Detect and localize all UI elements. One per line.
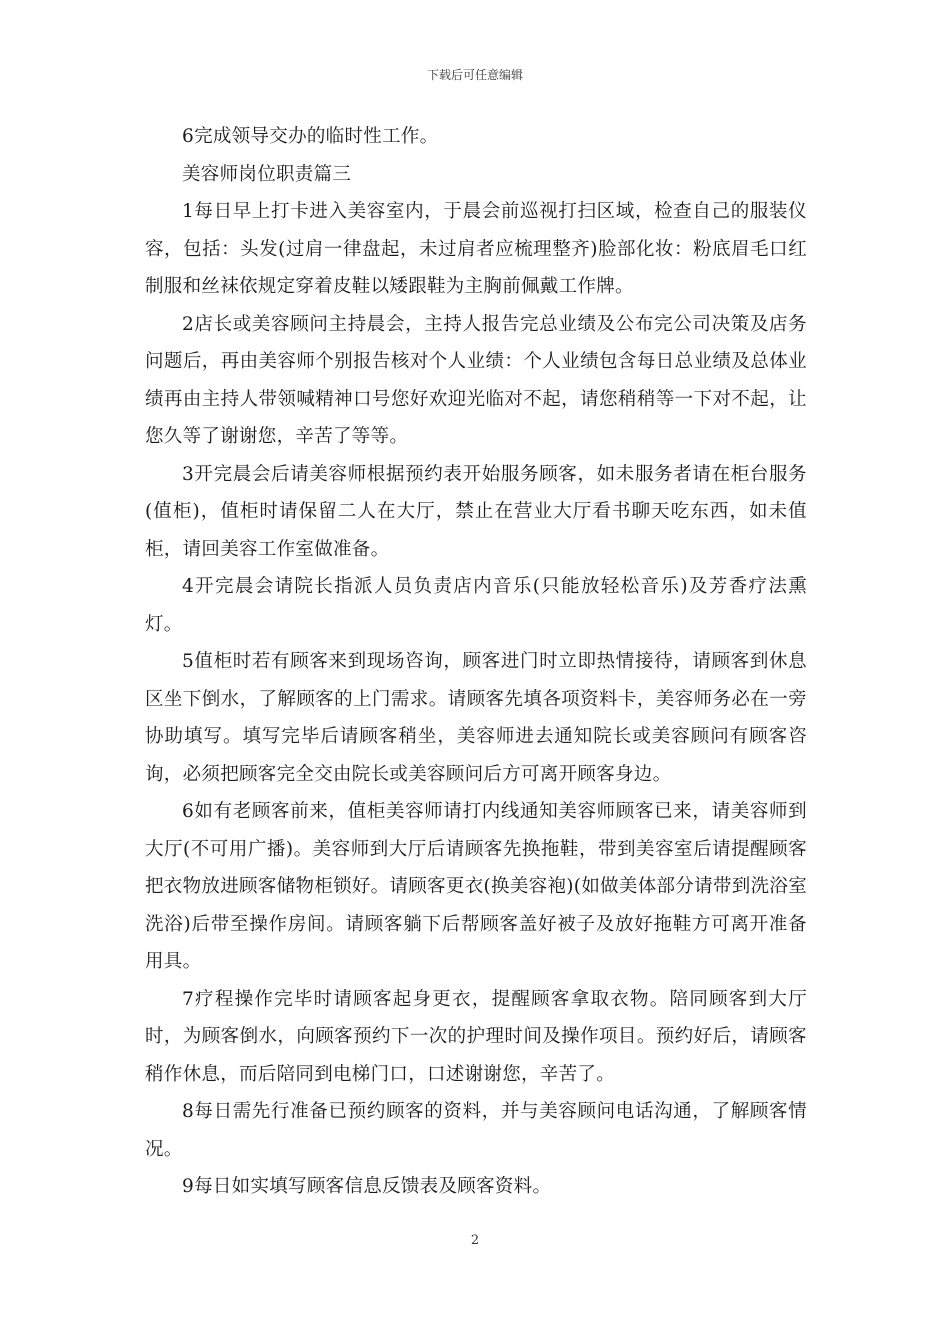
page-header: 下载后可任意编辑 xyxy=(426,68,523,82)
paragraph: 3开完晨会后请美容师根据预约表开始服务顾客，如未服务者请在柜台服务(值柜)，值柜时请保留二人在大厅，禁止在营业大厅看书聊天吃东西，如未值柜，请回美容工作室做准备。 xyxy=(145,463,807,560)
page-number: 2 xyxy=(470,1233,480,1248)
paragraph: 6如有老顾客前来，值柜美容师请打内线通知美容师顾客已来，请美容师到大厅(不可用广播)。美容师到大厅后请顾客先换拖鞋，带到美容室后请提醒顾客把衣物放进顾客储物柜锁好。请顾客更衣(换美容袍)(如做美体部分请带到洗浴室洗浴)后带至操作房间。请顾客躺下后帮顾客盖好被子及放好拖鞋方可离开准备用具。 xyxy=(145,801,807,972)
paragraph: 2店长或美容顾问主持晨会，主持人报告完总业绩及公布完公司决策及店务问题后，再由美容师个别报告核对个人业绩：个人业绩包含每日总业绩及总体业绩再由主持人带领喊精神口号您好欢迎光临对不起，请您稍稍等一下对不起，让您久等了谢谢您，辛苦了等等。 xyxy=(145,313,807,447)
paragraph: 9每日如实填写顾客信息反馈表及顾客资料。 xyxy=(182,1176,552,1197)
paragraph: 1每日早上打卡进入美容室内，于晨会前巡视打扫区域，检查自己的服装仪容，包括：头发(过肩一律盘起，未过肩者应梳理整齐)脸部化妆：粉底眉毛口红制服和丝袜依规定穿着皮鞋以矮跟鞋为主胸前佩戴工作牌。 xyxy=(145,201,807,297)
paragraph: 8每日需先行准备已预约顾客的资料，并与美容顾问电话沟通，了解顾客情况。 xyxy=(145,1101,807,1160)
section-heading: 美容师岗位职责篇三 xyxy=(182,163,352,185)
paragraph: 7疗程操作完毕时请顾客起身更衣，提醒顾客拿取衣物。陪同顾客到大厅时，为顾客倒水，向顾客预约下一次的护理时间及操作项目。预约好后，请顾客稍作休息，而后陪同到电梯门口，口述谢谢您，辛苦了。 xyxy=(145,988,807,1085)
paragraph: 4开完晨会请院长指派人员负责店内音乐(只能放轻松音乐)及芳香疗法熏灯。 xyxy=(145,576,807,635)
document-body xyxy=(145,118,807,1206)
paragraph: 5值柜时若有顾客来到现场咨询，顾客进门时立即热情接待，请顾客到休息区坐下倒水，了解顾客的上门需求。请顾客先填各项资料卡，美容师务必在一旁协助填写。填写完毕后请顾客稍坐，美容师进去通知院长或美容顾问有顾客咨询，必须把顾客完全交由院长或美容顾问后方可离开顾客身边。 xyxy=(145,651,807,785)
paragraph: 6完成领导交办的临时性工作。 xyxy=(182,126,439,147)
